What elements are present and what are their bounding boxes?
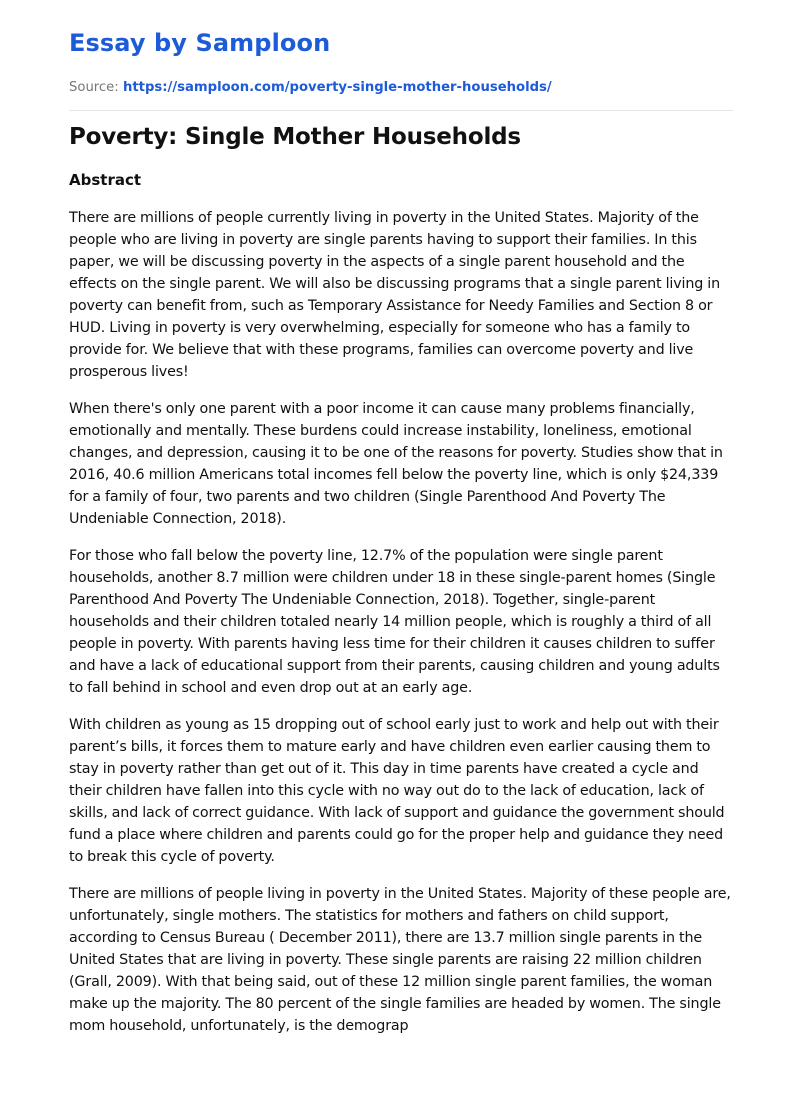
section-heading-abstract: Abstract [69, 171, 142, 189]
paragraph: For those who fall below the poverty line, 12.7% of the population were single parent households, another 8.7 million were children under 18 in these single-parent homes (Single Parenthood And Poverty The Undeniable Connection, 2018). Together, single-parent households and their children totaled nearly 14 million people, which is roughly a third of all people in poverty. With parents having less time for their children it causes children to suffer and have a lack of educational support from their parents, causing children and young adults to fall behind in school and even drop out at an early age. [69, 548, 720, 696]
paragraph: With children as young as 15 dropping out of school early just to work and help out with their parent’s bills, it forces them to mature early and have children even earlier causing them to stay in poverty rather than get out of it. This day in time parents have created a cycle and their children have fallen into this cycle with no way out do to the lack of education, lack of skills, and lack of correct guidance. With lack of support and guidance the government should fund a place where children and parents could go for the proper help and guidance they need to break this cycle of poverty. [69, 717, 725, 865]
brand-title: Essay by Samploon [69, 29, 331, 57]
header-divider [69, 110, 733, 111]
source-label: Source: [69, 80, 119, 95]
essay-body [69, 207, 733, 1052]
source-line [69, 80, 552, 95]
source-link[interactable]: https://samploon.com/poverty-single-mother-households/ [122, 80, 552, 95]
paragraph: There are millions of people currently living in poverty in the United States. Majority of the people who are living in poverty are single parents having to support their families. In this paper, we will be discussing poverty in the aspects of a single parent household and the effects on the single parent. We will also be discussing programs that a single parent living in poverty can benefit from, such as Temporary Assistance for Needy Families and Section 8 or HUD. Living in poverty is very overwhelming, especially for someone who has a family to provide for. We believe that with these programs, families can overcome poverty and live prosperous lives! [69, 210, 721, 380]
paragraph: There are millions of people living in poverty in the United States. Majority of these people are, unfortunately, single mothers. The statistics for mothers and fathers on child support, according to Census Bureau ( December 2011), there are 13.7 million single parents in the United States that are living in poverty. These single parents are raising 22 million children (Grall, 2009). With that being said, out of these 12 million single parent families, the woman make up the majority. The 80 percent of the single families are headed by women. The single mom household, unfortunately, is the demograp [69, 886, 731, 1034]
paragraph: When there's only one parent with a poor income it can cause many problems financially, emotionally and mentally. These burdens could increase instability, loneliness, emotional changes, and depression, causing it to be one of the reasons for poverty. Studies show that in 2016, 40.6 million Americans total incomes fell below the poverty line, which is only $24,339 for a family of four, two parents and two children (Single Parenthood And Poverty The Undeniable Connection, 2018). [69, 401, 723, 527]
essay-title: Poverty: Single Mother Households [69, 124, 521, 150]
